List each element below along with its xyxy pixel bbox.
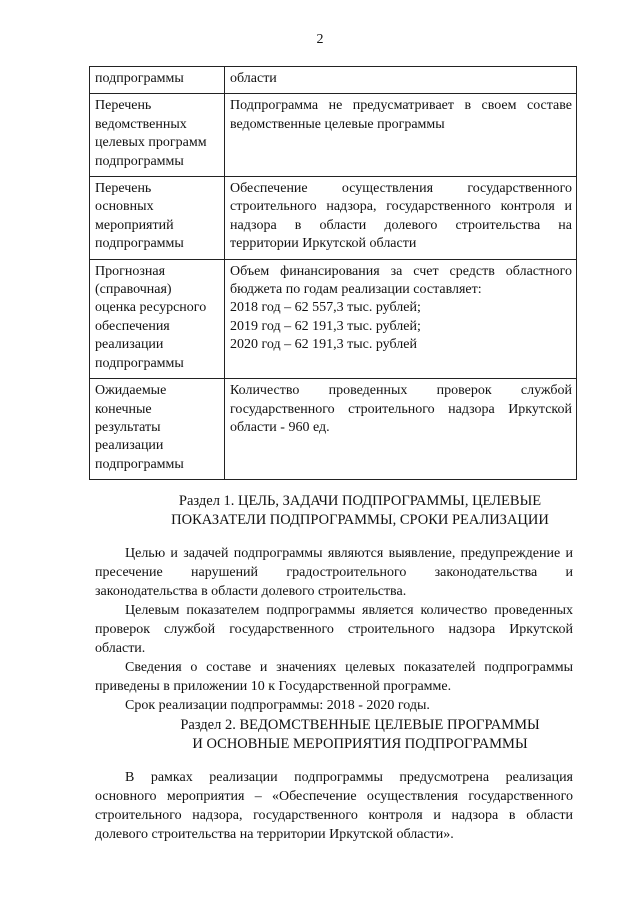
paragraph-line: приведены в приложении 10 к Государственной программе. (95, 679, 452, 694)
row-value-cell (225, 379, 577, 480)
table-row (90, 67, 577, 94)
row-value-line: области - 960 ед. (230, 419, 330, 435)
row-label-line: Прогнозная (95, 263, 166, 279)
row-label-line: подпрограммы (95, 71, 184, 86)
page-number: 2 (316, 32, 324, 47)
row-value-cell (225, 177, 577, 260)
table-row (90, 94, 577, 177)
row-label-line: подпрограммы (95, 355, 184, 371)
row-label-cell (90, 94, 225, 177)
row-label-line: Перечень (95, 181, 152, 197)
row-value-line: 2020 год – 62 191,3 тыс. рублей (230, 337, 417, 353)
row-label-line: конечные (95, 401, 152, 417)
row-value-line: территории Иркутской области (230, 236, 417, 252)
section-2-body (95, 768, 573, 844)
heading-line: ПОКАЗАТЕЛИ ПОДПРОГРАММЫ, СРОКИ РЕАЛИЗАЦИИ (171, 512, 549, 528)
row-label-cell (90, 177, 225, 260)
row-value-line: Обеспечение осуществления государственного (230, 181, 572, 197)
table-row (90, 259, 577, 378)
row-value-line: Количество проведенных проверок службой (230, 383, 572, 399)
row-label-cell (90, 379, 225, 480)
row-value-line: Подпрограмма не предусматривает в своем составе (230, 98, 572, 114)
paragraph-line: Сведения о составе и значениях целевых показателей подпрограммы (125, 660, 573, 675)
row-label-line: Ожидаемые (95, 383, 167, 399)
row-label-line: целевых программ (95, 135, 207, 151)
paragraph-line: законодательства в области долевого строительства. (95, 584, 407, 599)
row-value-line: государственного строительного надзора Иркутской (230, 401, 572, 417)
row-label-line: результаты (95, 419, 161, 435)
section-2-heading (60, 716, 640, 754)
paragraph-line: основного мероприятия – «Обеспечение осуществления государственного (95, 789, 573, 804)
row-label-line: подпрограммы (95, 236, 184, 252)
row-value-line: 2018 год – 62 557,3 тыс. рублей; (230, 300, 421, 316)
row-value-line: 2019 год – 62 191,3 тыс. рублей; (230, 318, 421, 334)
row-label-line: основных (95, 199, 154, 215)
row-value-line: Объем финансирования за счет средств областного (230, 263, 572, 279)
heading-line: Раздел 1. ЦЕЛЬ, ЗАДАЧИ ПОДПРОГРАММЫ, ЦЕЛЕВЫЕ (178, 493, 542, 509)
row-value-cell (225, 94, 577, 177)
paragraph-line: В рамках реализации подпрограммы предусмотрена реализация (125, 770, 573, 785)
row-label-cell (90, 259, 225, 378)
row-value-cell (225, 67, 577, 94)
paragraph-line: Целью и задачей подпрограммы являются выявление, предупреждение и (125, 546, 573, 561)
row-value-line: бюджета по годам реализации составляет: (230, 282, 482, 298)
paragraph-line: строительного надзора, государственного контроля и надзора в области (95, 808, 573, 823)
paragraph-line: пресечение нарушений градостроительного законодательства и (95, 565, 573, 580)
row-label-line: реализации (95, 337, 164, 353)
row-value-line: ведомственные целевые программы (230, 116, 445, 132)
row-label-line: оценка ресурсного (95, 300, 207, 316)
table-row (90, 379, 577, 480)
row-label-line: подпрограммы (95, 456, 184, 472)
section-1-body (95, 544, 573, 715)
row-value-line: области (230, 71, 277, 86)
row-label-line: ведомственных (95, 116, 187, 132)
paragraph-line: Целевым показателем подпрограммы является количество проведенных (125, 603, 573, 618)
section-1-heading (60, 492, 640, 530)
table-row (90, 177, 577, 260)
row-label-line: подпрограммы (95, 153, 184, 169)
row-label-line: Перечень (95, 98, 152, 114)
row-value-cell (225, 259, 577, 378)
paragraph-line: области. (95, 641, 146, 656)
row-label-line: мероприятий (95, 217, 174, 233)
paragraph-line: Срок реализации подпрограммы: 2018 - 2020 годы. (125, 698, 430, 713)
row-value-line: надзора в области долевого строительства на (230, 217, 572, 233)
subprogram-passport-table (89, 66, 577, 480)
paragraph-line: долевого строительства на территории Иркутской области». (95, 827, 454, 842)
row-label-cell (90, 67, 225, 94)
row-label-line: обеспечения (95, 318, 170, 334)
row-value-line: строительного надзора, государственного контроля и (230, 199, 572, 215)
heading-line: Раздел 2. ВЕДОМСТВЕННЫЕ ЦЕЛЕВЫЕ ПРОГРАММЫ (180, 717, 540, 733)
row-label-line: реализации (95, 438, 164, 454)
row-label-line: (справочная) (95, 282, 172, 298)
heading-line: И ОСНОВНЫЕ МЕРОПРИЯТИЯ ПОДПРОГРАММЫ (192, 736, 528, 752)
paragraph-line: проверок службой государственного строительного надзора Иркутской (95, 622, 573, 637)
